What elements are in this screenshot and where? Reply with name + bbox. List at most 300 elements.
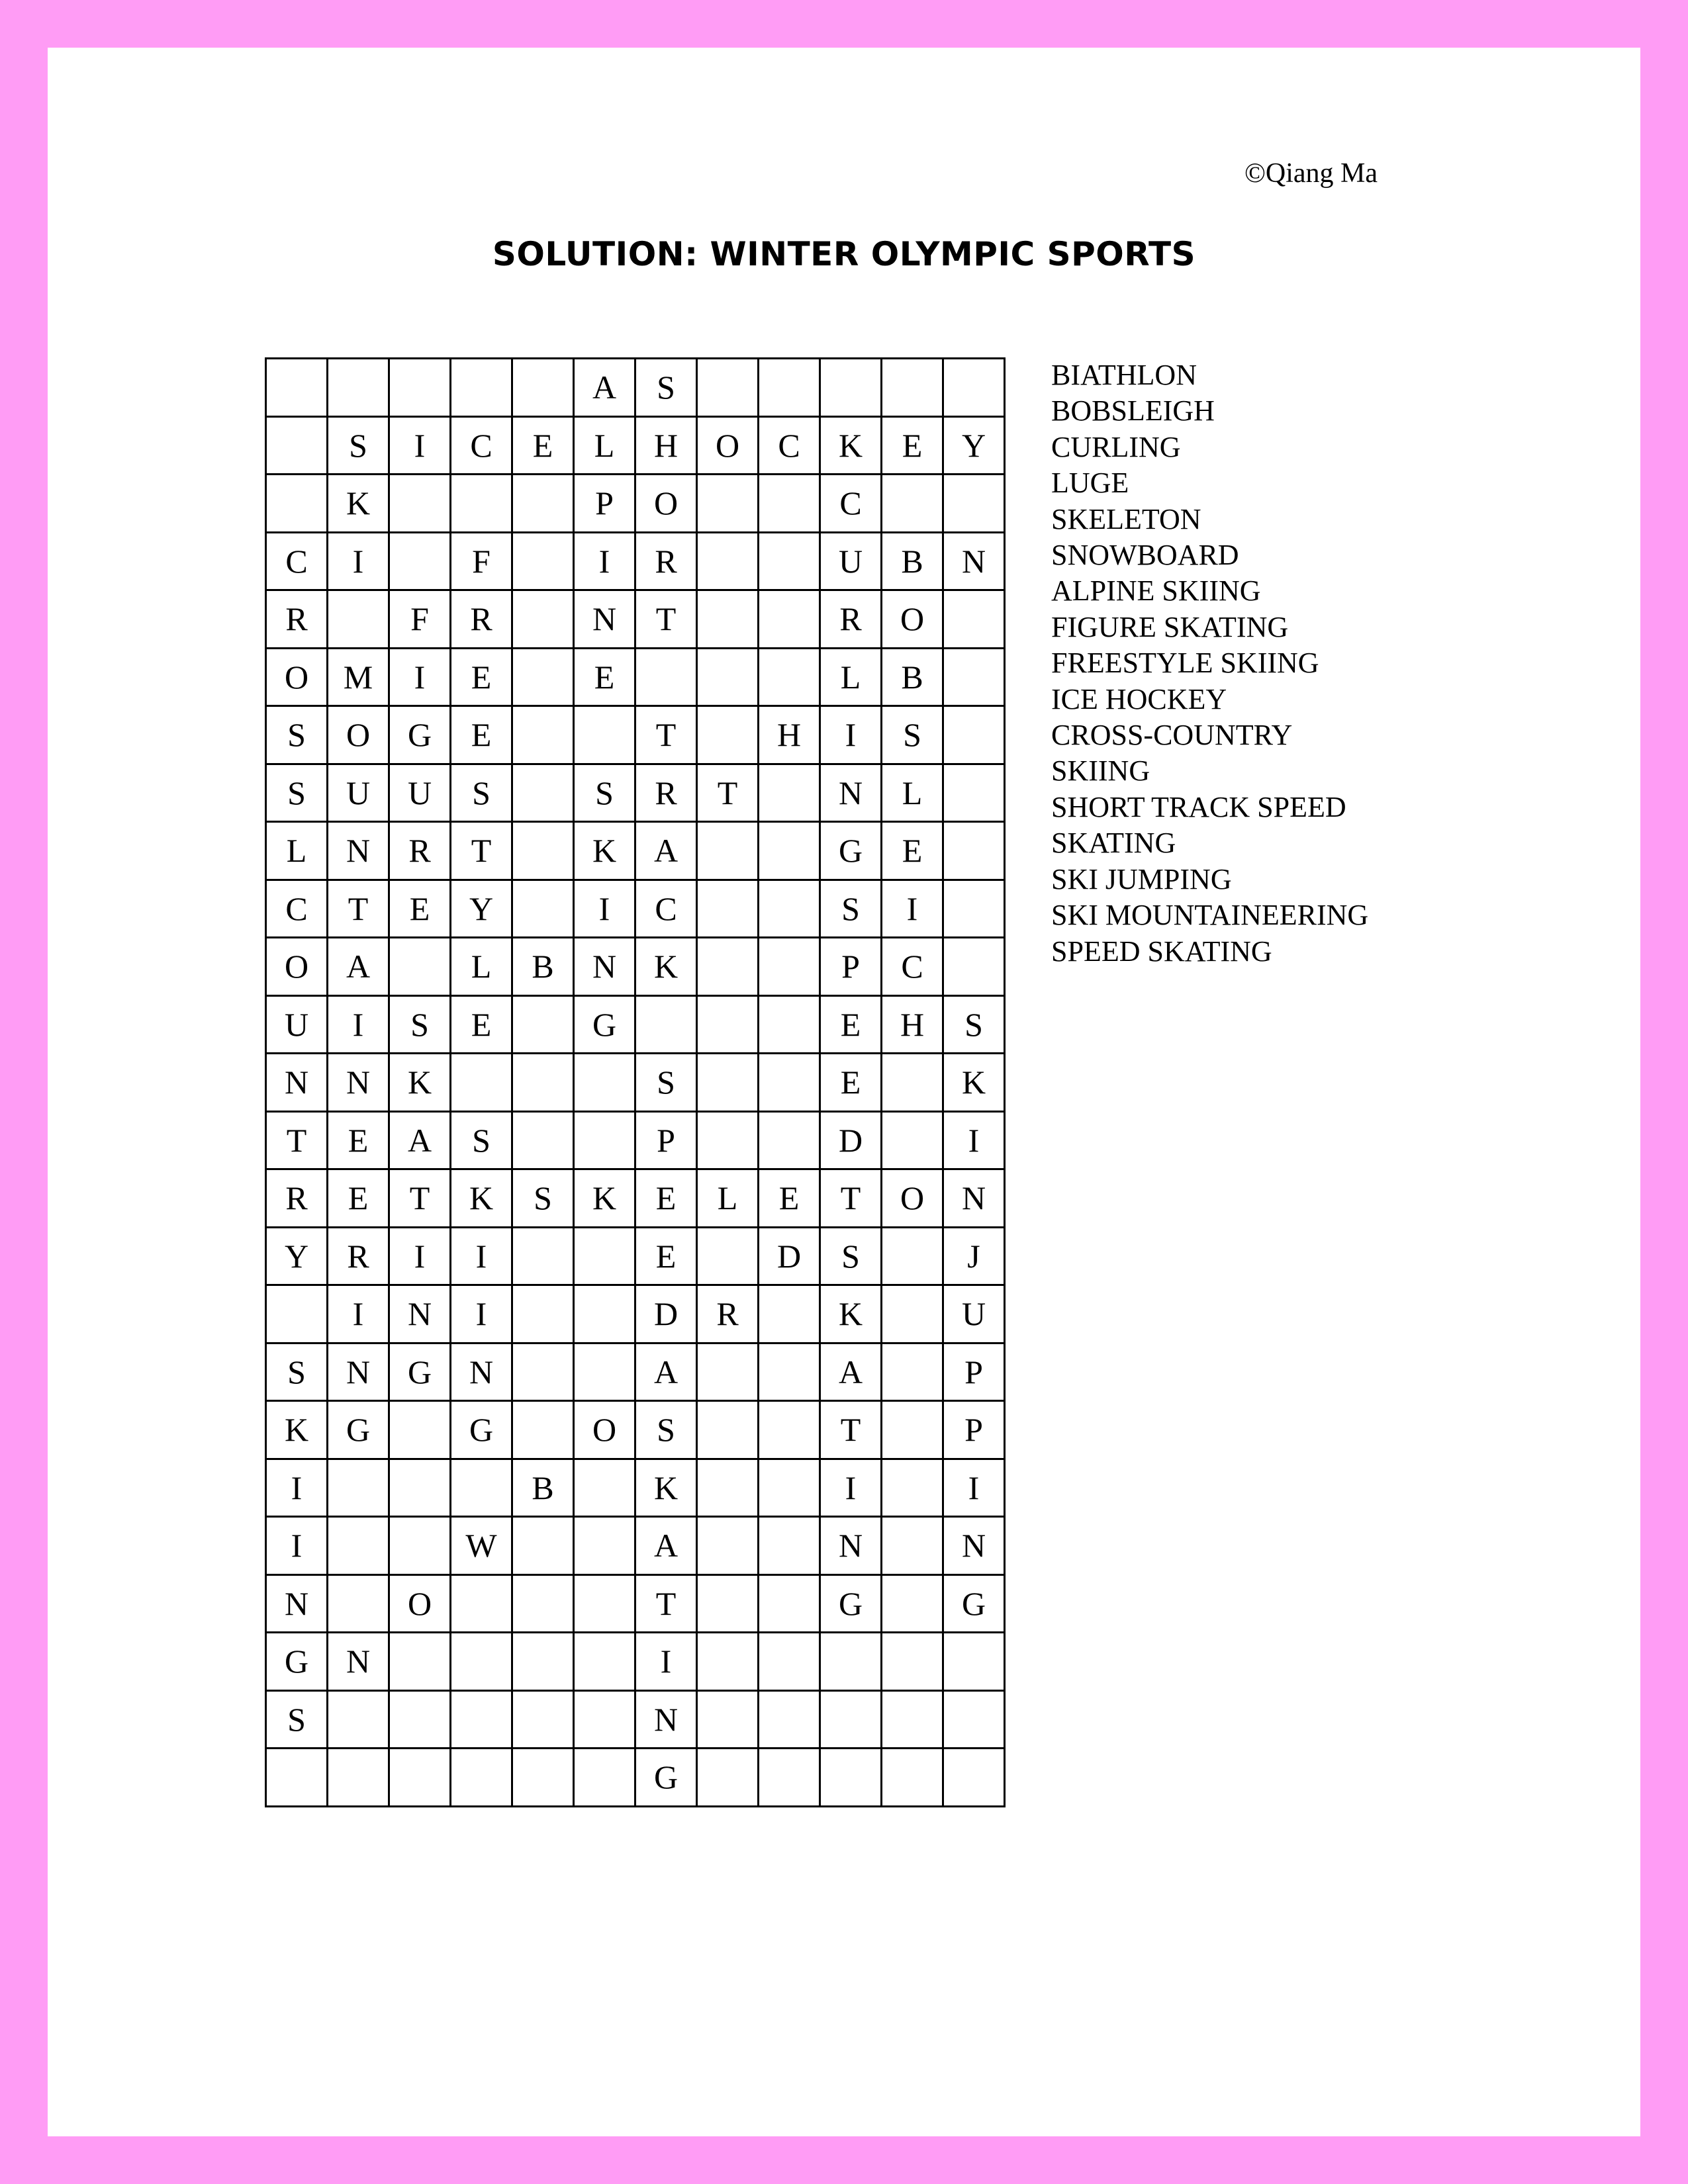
grid-row <box>266 475 1005 533</box>
grid-cell <box>512 764 574 822</box>
grid-cell <box>697 1690 759 1749</box>
grid-row <box>266 1285 1005 1343</box>
grid-cell: S <box>512 1169 574 1228</box>
grid-cell <box>882 475 943 533</box>
grid-cell <box>512 706 574 764</box>
word-list-item: FIGURE SKATING <box>1051 610 1289 643</box>
grid-cell <box>882 1343 943 1401</box>
grid-cell: S <box>943 995 1005 1054</box>
word-list-item: BOBSLEIGH <box>1051 394 1215 428</box>
grid-cell <box>512 1517 574 1575</box>
grid-cell: L <box>451 938 512 996</box>
grid-cell <box>328 1459 389 1517</box>
grid-cell: R <box>266 590 328 649</box>
grid-cell <box>512 532 574 590</box>
grid-row <box>266 1401 1005 1459</box>
grid-cell: L <box>882 764 943 822</box>
grid-cell <box>943 880 1005 938</box>
grid-cell <box>697 359 759 417</box>
word-list-item: SKI MOUNTAINEERING <box>1051 899 1369 932</box>
grid-cell <box>759 1054 820 1112</box>
grid-cell: L <box>574 416 635 475</box>
grid-row <box>266 648 1005 706</box>
grid-cell: G <box>389 706 451 764</box>
grid-row <box>266 706 1005 764</box>
grid-cell: S <box>635 1401 697 1459</box>
grid-cell <box>820 1633 882 1691</box>
grid-cell: N <box>451 1343 512 1401</box>
grid-cell: U <box>266 995 328 1054</box>
grid-cell <box>697 880 759 938</box>
grid-cell <box>512 475 574 533</box>
grid-cell: T <box>328 880 389 938</box>
grid-cell: A <box>328 938 389 996</box>
grid-cell: C <box>266 532 328 590</box>
grid-cell: I <box>635 1633 697 1691</box>
grid-cell: E <box>882 822 943 880</box>
grid-cell: I <box>574 532 635 590</box>
grid-cell: I <box>328 995 389 1054</box>
grid-cell: S <box>820 880 882 938</box>
grid-cell <box>266 1749 328 1807</box>
grid-cell: K <box>943 1054 1005 1112</box>
grid-cell <box>759 532 820 590</box>
grid-cell: P <box>943 1343 1005 1401</box>
grid-cell <box>574 1459 635 1517</box>
grid-cell: I <box>820 706 882 764</box>
grid-cell: T <box>266 1111 328 1169</box>
grid-row <box>266 532 1005 590</box>
grid-cell <box>389 1459 451 1517</box>
grid-cell <box>882 359 943 417</box>
grid-cell <box>512 995 574 1054</box>
grid-cell <box>820 1749 882 1807</box>
grid-cell <box>943 590 1005 649</box>
grid-cell <box>943 1749 1005 1807</box>
grid-cell <box>635 995 697 1054</box>
grid-cell: F <box>389 590 451 649</box>
grid-cell <box>574 1574 635 1633</box>
grid-cell: E <box>328 1169 389 1228</box>
grid-cell: E <box>389 880 451 938</box>
grid-cell <box>697 1749 759 1807</box>
grid-cell: E <box>635 1227 697 1285</box>
grid-cell <box>574 1111 635 1169</box>
grid-cell <box>328 590 389 649</box>
grid-cell: T <box>635 1574 697 1633</box>
grid-cell: I <box>451 1285 512 1343</box>
grid-cell <box>451 1459 512 1517</box>
grid-cell <box>266 359 328 417</box>
grid-cell <box>697 1054 759 1112</box>
grid-cell: O <box>635 475 697 533</box>
grid-cell: B <box>512 938 574 996</box>
grid-cell: P <box>943 1401 1005 1459</box>
grid-cell: D <box>820 1111 882 1169</box>
grid-cell <box>389 1633 451 1691</box>
grid-cell: S <box>574 764 635 822</box>
grid-cell: E <box>820 1054 882 1112</box>
grid-cell <box>882 1633 943 1691</box>
grid-cell: U <box>943 1285 1005 1343</box>
grid-cell: U <box>389 764 451 822</box>
grid-cell: G <box>943 1574 1005 1633</box>
grid-cell <box>697 938 759 996</box>
grid-cell <box>697 1111 759 1169</box>
grid-cell: R <box>389 822 451 880</box>
grid-cell <box>882 1749 943 1807</box>
grid-cell: E <box>328 1111 389 1169</box>
grid-cell: O <box>574 1401 635 1459</box>
grid-cell: N <box>266 1054 328 1112</box>
grid-cell: N <box>943 1169 1005 1228</box>
grid-cell <box>512 880 574 938</box>
grid-cell <box>759 648 820 706</box>
grid-cell: T <box>389 1169 451 1228</box>
grid-cell: S <box>451 764 512 822</box>
grid-cell: I <box>328 1285 389 1343</box>
grid-cell <box>759 359 820 417</box>
grid-row <box>266 1749 1005 1807</box>
grid-cell: G <box>451 1401 512 1459</box>
grid-cell: N <box>574 938 635 996</box>
word-list-item: BIATHLON <box>1051 359 1197 391</box>
grid-cell <box>451 1749 512 1807</box>
grid-cell <box>943 938 1005 996</box>
word-list-item: SKIING <box>1051 754 1150 788</box>
grid-cell: T <box>697 764 759 822</box>
grid-cell: A <box>635 1343 697 1401</box>
grid-cell: T <box>820 1169 882 1228</box>
word-list-item: SPEED SKATING <box>1051 934 1272 968</box>
word-list-item: LUGE <box>1051 467 1129 500</box>
grid-cell: O <box>882 1169 943 1228</box>
grid-cell <box>882 1054 943 1112</box>
grid-cell <box>512 1633 574 1691</box>
grid-cell <box>512 1285 574 1343</box>
grid-cell <box>512 822 574 880</box>
copyright-notice: ©Qiang Ma <box>1244 158 1378 189</box>
grid-cell: T <box>820 1401 882 1459</box>
grid-cell: Y <box>266 1227 328 1285</box>
grid-cell: O <box>328 706 389 764</box>
grid-row <box>266 590 1005 649</box>
grid-cell <box>759 880 820 938</box>
grid-cell <box>512 1054 574 1112</box>
grid-cell <box>882 1227 943 1285</box>
grid-cell: A <box>635 1517 697 1575</box>
grid-cell: E <box>759 1169 820 1228</box>
grid-cell <box>512 1690 574 1749</box>
grid-cell: E <box>451 995 512 1054</box>
grid-cell: I <box>882 880 943 938</box>
grid-cell <box>820 1690 882 1749</box>
grid-cell: S <box>266 706 328 764</box>
grid-row <box>266 1574 1005 1633</box>
grid-cell: O <box>697 416 759 475</box>
grid-cell <box>266 475 328 533</box>
grid-cell <box>635 648 697 706</box>
grid-row <box>266 416 1005 475</box>
grid-cell <box>512 1227 574 1285</box>
grid-cell: I <box>389 1227 451 1285</box>
grid-cell <box>512 590 574 649</box>
grid-cell: S <box>328 416 389 475</box>
grid-cell: S <box>882 706 943 764</box>
grid-cell: T <box>635 590 697 649</box>
grid-row <box>266 1517 1005 1575</box>
grid-cell <box>943 822 1005 880</box>
grid-cell: N <box>328 1343 389 1401</box>
grid-cell <box>697 706 759 764</box>
grid-cell: K <box>635 1459 697 1517</box>
grid-cell: N <box>943 532 1005 590</box>
grid-cell: Y <box>451 880 512 938</box>
grid-cell: M <box>328 648 389 706</box>
grid-cell: I <box>328 532 389 590</box>
word-list-item: CROSS-COUNTRY <box>1051 719 1293 752</box>
grid-cell: N <box>820 764 882 822</box>
grid-cell: U <box>820 532 882 590</box>
grid-cell: D <box>759 1227 820 1285</box>
grid-cell <box>512 1749 574 1807</box>
grid-cell <box>512 1574 574 1633</box>
grid-cell <box>882 1285 943 1343</box>
grid-cell <box>697 1633 759 1691</box>
grid-cell <box>697 822 759 880</box>
grid-cell <box>574 1054 635 1112</box>
grid-cell <box>943 764 1005 822</box>
grid-cell: S <box>635 359 697 417</box>
grid-cell <box>266 1285 328 1343</box>
grid-cell <box>882 1574 943 1633</box>
grid-cell: S <box>389 995 451 1054</box>
grid-cell: S <box>266 1690 328 1749</box>
grid-cell <box>389 1690 451 1749</box>
grid-cell <box>759 1633 820 1691</box>
grid-cell: T <box>635 706 697 764</box>
grid-cell <box>697 648 759 706</box>
grid-cell <box>759 822 820 880</box>
grid-cell: A <box>820 1343 882 1401</box>
word-list-item: ICE HOCKEY <box>1051 682 1227 715</box>
grid-cell: Y <box>943 416 1005 475</box>
grid-cell: E <box>820 995 882 1054</box>
grid-cell <box>943 1690 1005 1749</box>
grid-cell <box>328 1749 389 1807</box>
grid-row <box>266 1690 1005 1749</box>
grid-cell: R <box>635 764 697 822</box>
grid-row <box>266 938 1005 996</box>
grid-cell <box>697 995 759 1054</box>
word-list-item: CURLING <box>1051 430 1181 463</box>
grid-cell <box>882 1459 943 1517</box>
grid-cell: N <box>328 1633 389 1691</box>
grid-cell <box>697 532 759 590</box>
grid-cell <box>574 1517 635 1575</box>
grid-cell: G <box>820 822 882 880</box>
grid-cell: G <box>328 1401 389 1459</box>
grid-cell <box>451 359 512 417</box>
grid-cell <box>943 648 1005 706</box>
grid-cell <box>328 1517 389 1575</box>
grid-cell: P <box>820 938 882 996</box>
grid-cell <box>389 1517 451 1575</box>
grid-cell: B <box>882 532 943 590</box>
grid-cell <box>389 359 451 417</box>
grid-cell <box>882 1111 943 1169</box>
grid-cell <box>882 1517 943 1575</box>
grid-cell: I <box>943 1459 1005 1517</box>
grid-cell: C <box>266 880 328 938</box>
grid-cell: N <box>389 1285 451 1343</box>
grid-cell: G <box>389 1343 451 1401</box>
grid-row <box>266 1111 1005 1169</box>
grid-cell <box>451 1574 512 1633</box>
grid-cell: L <box>697 1169 759 1228</box>
grid-cell: A <box>389 1111 451 1169</box>
grid-cell: G <box>574 995 635 1054</box>
grid-cell: D <box>635 1285 697 1343</box>
word-list-item: SKATING <box>1051 827 1176 860</box>
grid-cell: E <box>574 648 635 706</box>
grid-cell <box>943 1633 1005 1691</box>
grid-cell: C <box>759 416 820 475</box>
grid-cell: K <box>266 1401 328 1459</box>
grid-cell <box>512 1343 574 1401</box>
grid-cell <box>389 1401 451 1459</box>
grid-cell: F <box>451 532 512 590</box>
grid-cell: E <box>635 1169 697 1228</box>
grid-cell: C <box>882 938 943 996</box>
grid-cell <box>328 1690 389 1749</box>
grid-cell: R <box>820 590 882 649</box>
grid-cell <box>451 475 512 533</box>
grid-cell <box>512 648 574 706</box>
grid-cell: K <box>328 475 389 533</box>
word-list-item: ALPINE SKIING <box>1051 574 1261 608</box>
grid-cell: L <box>266 822 328 880</box>
grid-cell: S <box>635 1054 697 1112</box>
grid-cell: W <box>451 1517 512 1575</box>
grid-cell: E <box>451 648 512 706</box>
grid-cell: A <box>574 359 635 417</box>
grid-cell: I <box>451 1227 512 1285</box>
grid-cell <box>759 1517 820 1575</box>
grid-cell: S <box>266 764 328 822</box>
grid-row <box>266 1054 1005 1112</box>
grid-cell <box>759 764 820 822</box>
grid-cell: P <box>635 1111 697 1169</box>
grid-cell <box>697 475 759 533</box>
grid-cell <box>697 1517 759 1575</box>
grid-cell: T <box>451 822 512 880</box>
grid-cell: H <box>759 706 820 764</box>
word-search-grid <box>265 357 1006 1807</box>
grid-cell: S <box>451 1111 512 1169</box>
grid-cell: G <box>635 1749 697 1807</box>
grid-cell: G <box>266 1633 328 1691</box>
grid-cell: P <box>574 475 635 533</box>
grid-row <box>266 995 1005 1054</box>
grid-cell: E <box>512 416 574 475</box>
grid-cell <box>759 1343 820 1401</box>
grid-cell: N <box>574 590 635 649</box>
grid-cell <box>574 706 635 764</box>
grid-cell: R <box>635 532 697 590</box>
grid-cell: L <box>820 648 882 706</box>
grid-cell <box>882 1690 943 1749</box>
grid-cell <box>574 1227 635 1285</box>
grid-cell: K <box>574 822 635 880</box>
grid-cell: I <box>266 1517 328 1575</box>
grid-cell: J <box>943 1227 1005 1285</box>
grid-cell: I <box>389 416 451 475</box>
grid-cell <box>759 1459 820 1517</box>
grid-cell <box>451 1690 512 1749</box>
grid-cell <box>697 1227 759 1285</box>
grid-cell <box>759 1574 820 1633</box>
grid-cell: A <box>635 822 697 880</box>
grid-cell: B <box>882 648 943 706</box>
grid-cell: R <box>266 1169 328 1228</box>
grid-cell <box>389 938 451 996</box>
grid-row <box>266 359 1005 417</box>
grid-cell <box>943 706 1005 764</box>
grid-cell: O <box>266 938 328 996</box>
word-list <box>1051 357 1368 970</box>
grid-cell: G <box>820 1574 882 1633</box>
grid-cell: H <box>635 416 697 475</box>
grid-cell: O <box>266 648 328 706</box>
grid-row <box>266 764 1005 822</box>
grid-cell: K <box>820 416 882 475</box>
grid-cell <box>943 359 1005 417</box>
grid-cell <box>759 1749 820 1807</box>
grid-cell <box>512 1401 574 1459</box>
grid-cell: H <box>882 995 943 1054</box>
grid-cell: N <box>635 1690 697 1749</box>
grid-cell <box>697 590 759 649</box>
grid-row <box>266 822 1005 880</box>
grid-cell <box>759 938 820 996</box>
grid-cell <box>697 1459 759 1517</box>
word-list-item: SNOWBOARD <box>1051 539 1239 572</box>
grid-cell <box>328 1574 389 1633</box>
grid-cell <box>697 1574 759 1633</box>
grid-cell: C <box>820 475 882 533</box>
grid-cell <box>574 1343 635 1401</box>
word-list-item: SKELETON <box>1051 502 1201 535</box>
grid-row <box>266 880 1005 938</box>
grid-cell: N <box>820 1517 882 1575</box>
grid-cell <box>759 1285 820 1343</box>
word-list-item: FREESTYLE SKIING <box>1051 647 1319 680</box>
grid-cell: S <box>266 1343 328 1401</box>
grid-cell: N <box>328 1054 389 1112</box>
grid-cell: B <box>512 1459 574 1517</box>
grid-cell: U <box>328 764 389 822</box>
grid-cell: E <box>882 416 943 475</box>
grid-row <box>266 1169 1005 1228</box>
grid-cell: I <box>389 648 451 706</box>
grid-row <box>266 1227 1005 1285</box>
grid-cell <box>759 1401 820 1459</box>
grid-cell: N <box>328 822 389 880</box>
grid-cell <box>759 995 820 1054</box>
grid-cell: S <box>820 1227 882 1285</box>
word-list-item: SHORT TRACK SPEED <box>1051 790 1346 823</box>
